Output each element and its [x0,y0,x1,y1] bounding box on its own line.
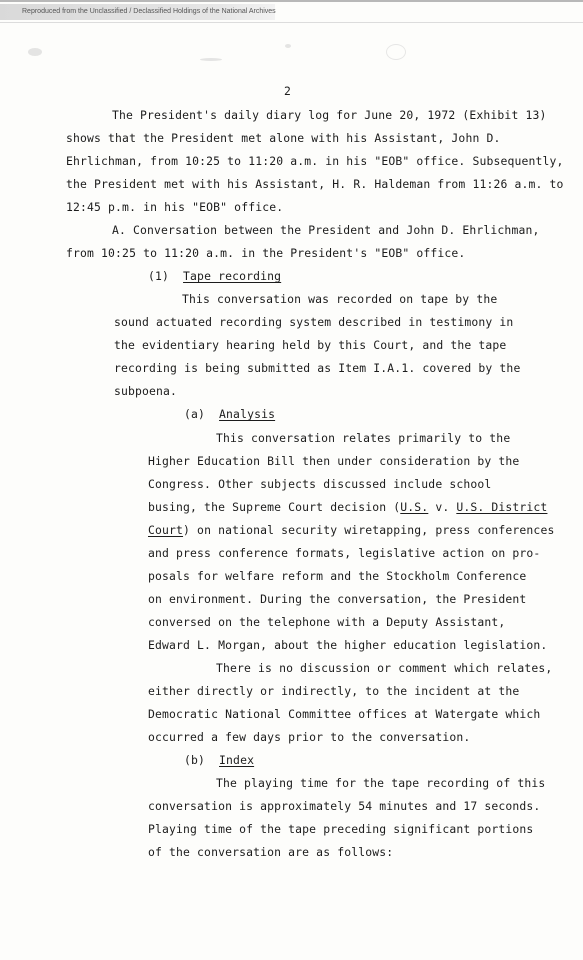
archive-banner: Reproduced from the Unclassified / Declassified Holdings of the National Archives [0,4,275,20]
analysis-court-line [148,523,554,537]
scan-smudge [28,48,42,56]
analysis-case-line [148,500,547,514]
section-a-line: A. Conversation between the President and John D. Ehrlichman, [112,223,540,237]
index-heading [184,753,254,767]
tape-recording-line: subpoena. [114,384,178,398]
intro-line: 12:45 p.m. in his "EOB" office. [66,200,284,214]
case-citation-us: U.S. [400,500,429,514]
tape-recording-line: the evidentiary hearing held by this Court, and the tape [114,338,507,352]
analysis-title: Analysis [219,407,276,421]
tape-recording-number: (1) [148,269,170,283]
index-line: The playing time for the tape recording of this [216,776,546,790]
page-number: 2 [284,84,292,98]
analysis-line: posals for welfare reform and the Stockholm Conference [148,569,527,583]
intro-line: the President met with his Assistant, H. R. Haldeman from 11:26 a.m. to [66,177,564,191]
analysis-line: either directly or indirectly, to the incident at the [148,684,520,698]
analysis-line: occurred a few days prior to the conversation. [148,730,471,744]
intro-line: Ehrlichman, from 10:25 to 11:20 a.m. in his "EOB" office. Subsequently, [66,154,564,168]
analysis-line: This conversation relates primarily to the [216,431,511,445]
tape-recording-heading [148,269,281,283]
analysis-heading [184,407,275,421]
analysis-letter: (a) [184,407,206,421]
analysis-line: and press conference formats, legislative action on pro- [148,546,541,560]
case-line-before: busing, the Supreme Court decision ( [148,500,401,514]
case-citation-district: U.S. District [456,500,548,514]
scan-smudge [285,44,291,48]
court-line-after: ) on national security wiretapping, press conferences [183,523,555,537]
scan-smudge [386,44,406,60]
analysis-line: There is no discussion or comment which relates, [216,661,553,675]
section-a-line: from 10:25 to 11:20 a.m. in the President's "EOB" office. [66,246,466,260]
case-citation-court: Court [148,523,184,537]
tape-recording-line: sound actuated recording system described in testimony in [114,315,514,329]
case-line-mid: v. [428,500,457,514]
index-line: conversation is approximately 54 minutes and 17 seconds. [148,799,541,813]
analysis-line: Congress. Other subjects discussed include school [148,477,492,491]
intro-line: The President's daily diary log for June 20, 1972 (Exhibit 13) [112,108,547,122]
index-letter: (b) [184,753,206,767]
index-line: of the conversation are as follows: [148,845,394,859]
intro-line: shows that the President met alone with his Assistant, John D. [66,131,501,145]
tape-recording-title: Tape recording [183,269,282,283]
scan-smudge [200,58,222,61]
banner-divider [0,22,583,23]
analysis-line: Edward L. Morgan, about the higher education legislation. [148,638,548,652]
scan-top-edge [0,0,583,2]
analysis-line: on environment. During the conversation, the President [148,592,527,606]
tape-recording-line: This conversation was recorded on tape by the [182,292,498,306]
analysis-line: Democratic National Committee offices at Watergate which [148,707,541,721]
index-title: Index [219,753,255,767]
analysis-line: Higher Education Bill then under consideration by the [148,454,520,468]
index-line: Playing time of the tape preceding significant portions [148,822,534,836]
tape-recording-line: recording is being submitted as Item I.A.1. covered by the [114,361,521,375]
analysis-line: conversed on the telephone with a Deputy Assistant, [148,615,506,629]
